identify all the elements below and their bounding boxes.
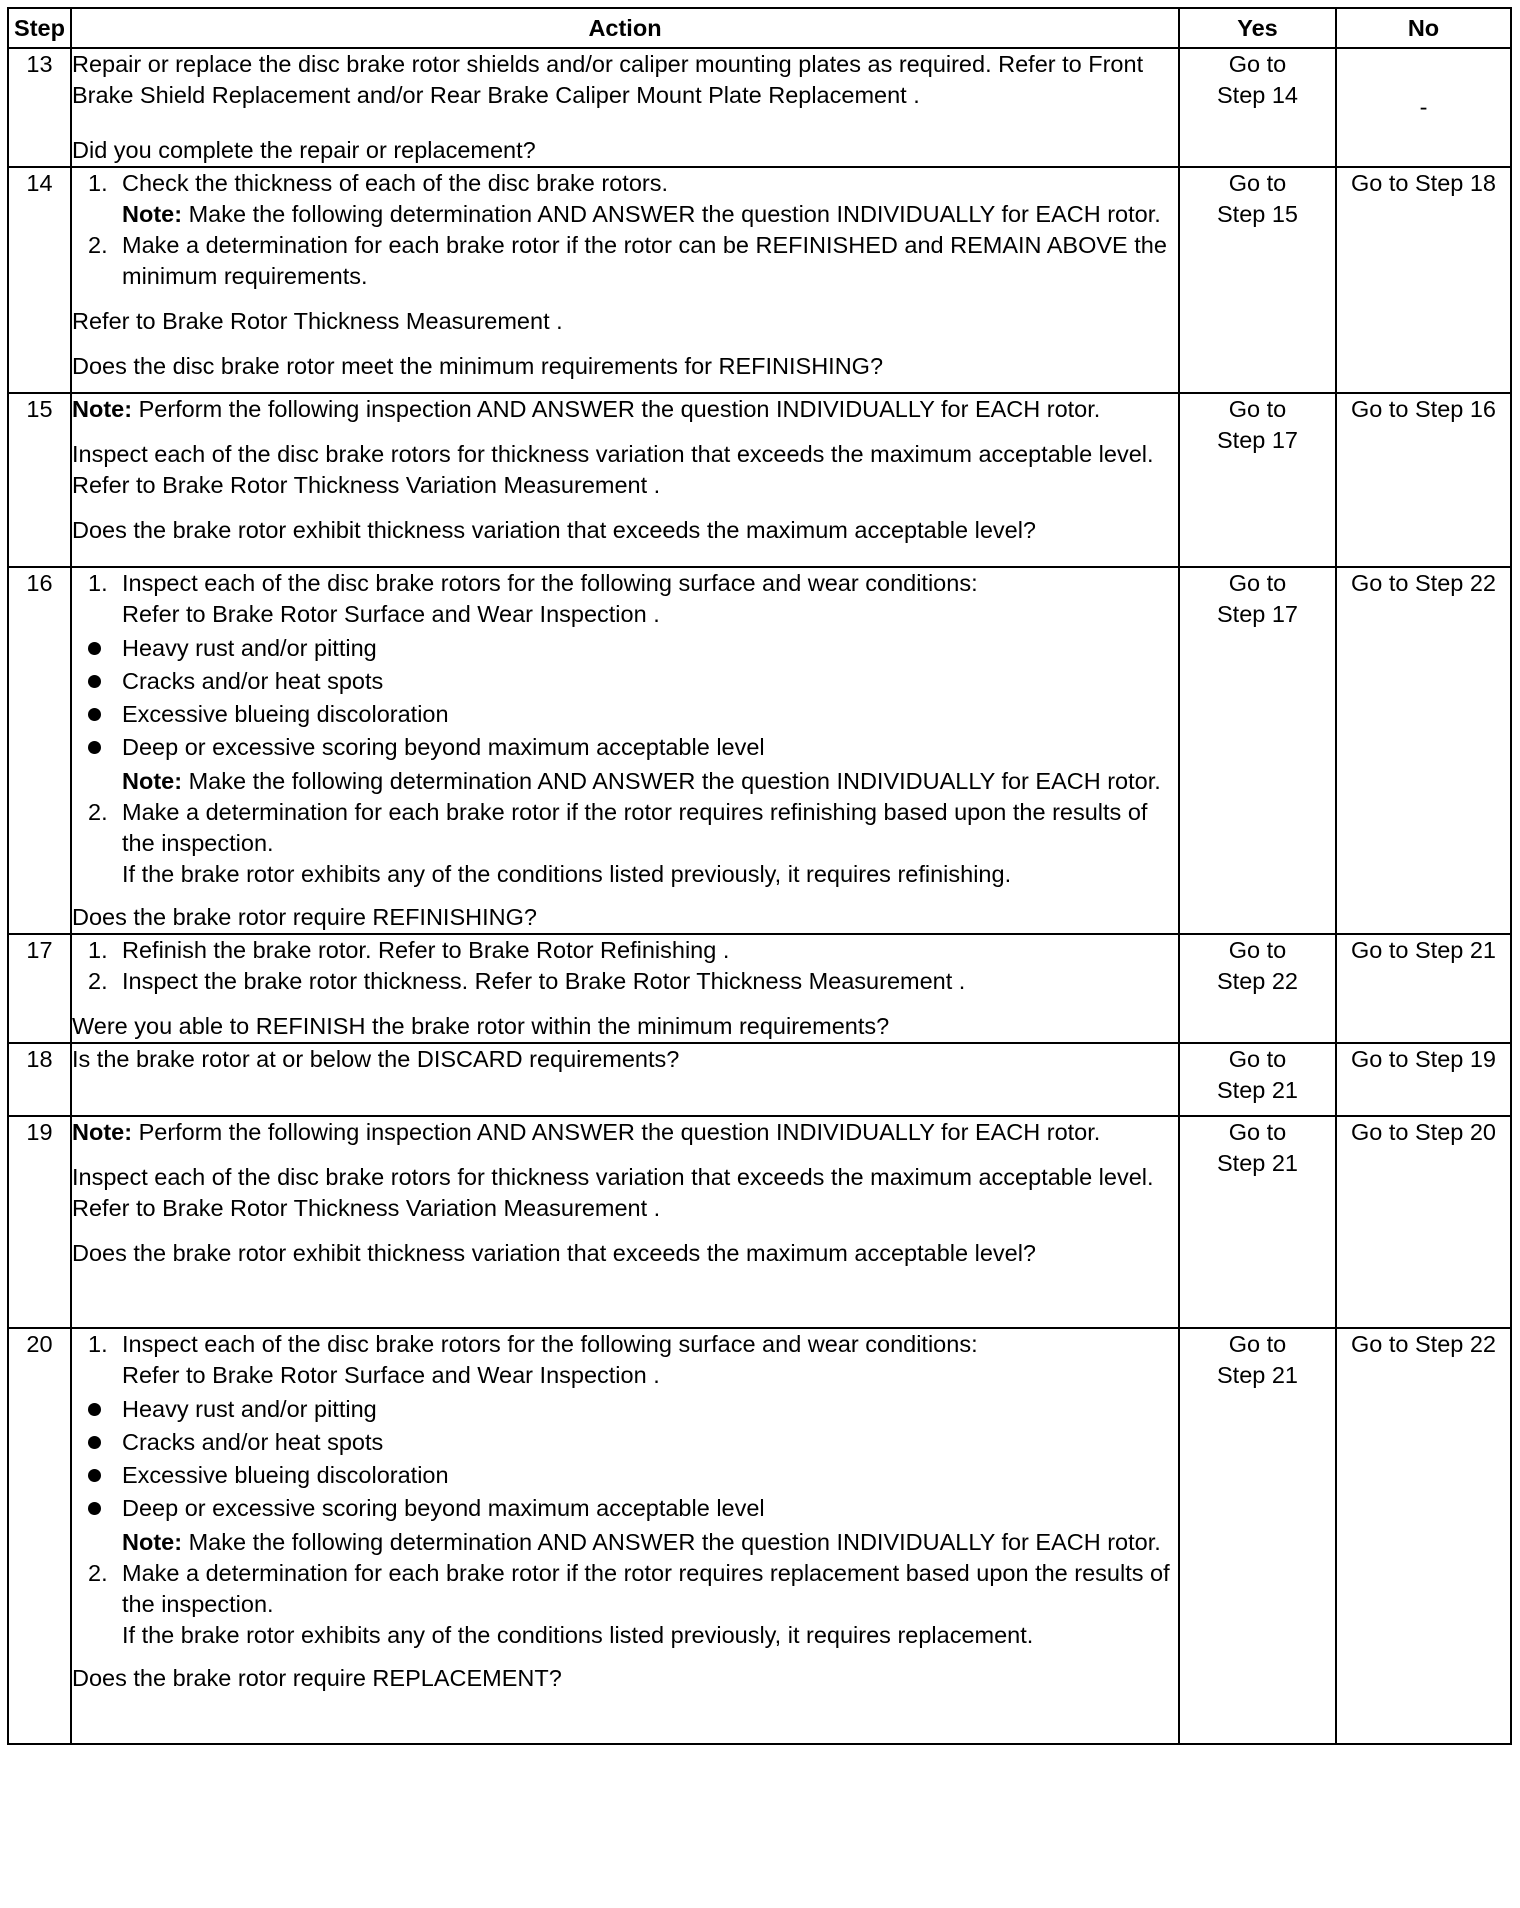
note-paragraph [72,394,1178,425]
note-label: Note: [122,768,183,794]
item-text: Make a determination for each brake rotor if the rotor requires replacement based upon the results of the inspection. [122,1560,1170,1617]
yes-step-link[interactable]: Step 21 [1216,1362,1298,1388]
question-text: Does the brake rotor require REPLACEMENT? [72,1665,562,1691]
question-text: Does the brake rotor require REFINISHING? [72,904,537,930]
bullet-icon [88,675,101,688]
bullet-icon [88,1469,101,1482]
list-item: 1. Inspect each of the disc brake rotors for the following surface and wear conditions: Refer to Brake Rotor Surface and Wear Inspection . Heavy rust and/or pitting Cracks and/or heat spots Excessive blueing discoloration Deep or excessive scoring beyond maximum acceptable level Note: Make the following determination AND ANSWER the question INDIVIDUALLY for EACH rotor. [72,568,1178,797]
yes-step-link[interactable]: Step 14 [1216,82,1298,108]
question-text: Does the brake rotor exhibit thickness variation that exceeds the maximum acceptable level? [72,517,1036,543]
question-text: Is the brake rotor at or below the DISCARD requirements? [72,1046,680,1072]
numbered-list [72,168,1178,292]
no-step-link[interactable]: Go to Step 22 [1336,567,1511,934]
yes-go-to: Go to [1228,1119,1287,1145]
note-label: Note: [72,396,133,422]
action-cell [71,567,1179,934]
item-reference: Refer to Brake Rotor Surface and Wear Inspection . [122,1362,660,1388]
yes-go-to: Go to [1228,1046,1287,1072]
yes-go-to: Go to [1228,170,1287,196]
action-cell [71,1043,1179,1116]
yes-step-link[interactable]: Step 22 [1216,968,1298,994]
item-text: Inspect each of the disc brake rotors for the following surface and wear conditions: [122,570,978,596]
yes-step-link[interactable]: Step 21 [1216,1150,1298,1176]
condition-list [72,632,1178,764]
list-item: 1. Refinish the brake rotor. Refer to Brake Rotor Refinishing . [88,937,730,963]
yes-cell [1179,48,1336,167]
table-row [8,1328,1511,1744]
table-row [8,934,1511,1043]
note-text: Make the following determination AND ANSWER the question INDIVIDUALLY for EACH rotor. [188,768,1161,794]
numbered-list [72,935,1178,997]
bullet-item: Deep or excessive scoring beyond maximum acceptable level [72,731,1178,764]
action-cell [71,167,1179,393]
bullet-icon [88,642,101,655]
action-text: Refer to Brake Rotor Thickness Measurement . [72,308,563,334]
item-text: Make a determination for each brake rotor if the rotor can be REFINISHED and REMAIN ABOVE the minimum requirements. [122,232,1167,289]
no-step-link[interactable]: Go to Step 22 [1336,1328,1511,1744]
yes-go-to: Go to [1228,937,1287,963]
note-text: Perform the following inspection AND ANSWER the question INDIVIDUALLY for EACH rotor. [138,396,1101,422]
action-cell [71,393,1179,567]
no-step-link[interactable]: Go to Step 18 [1336,167,1511,393]
yes-cell [1179,567,1336,934]
table-row [8,167,1511,393]
list-item: 1. Inspect each of the disc brake rotors for the following surface and wear conditions: Refer to Brake Rotor Surface and Wear Inspection . Heavy rust and/or pitting Cracks and/or heat spots Excessive blueing discoloration Deep or excessive scoring beyond maximum acceptable level Note: Make the following determination AND ANSWER the question INDIVIDUALLY for EACH rotor. [72,1329,1178,1558]
item-text: Check the thickness of each of the disc brake rotors. [122,170,668,196]
step-number: 19 [8,1116,71,1328]
note-text: Make the following determination AND ANSWER the question INDIVIDUALLY for EACH rotor. [188,1529,1161,1555]
note-label: Note: [122,1529,183,1555]
bullet-item: Heavy rust and/or pitting [72,1393,1178,1426]
action-text: Inspect each of the disc brake rotors for thickness variation that exceeds the maximum acceptable level. Refer to Brake Rotor Thickness Variation Measurement . [72,441,1161,498]
yes-step-link[interactable]: Step 15 [1216,201,1298,227]
list-item: 2. Inspect the brake rotor thickness. Refer to Brake Rotor Thickness Measurement . [88,968,966,994]
list-item: 2. Make a determination for each brake rotor if the rotor requires refinishing based upon the results of the inspection. If the brake rotor exhibits any of the conditions listed previously, it requires refinishing. [88,799,1148,887]
bullet-item: Heavy rust and/or pitting [72,632,1178,665]
step-number: 17 [8,934,71,1043]
step-number: 13 [8,48,71,167]
table-row [8,1116,1511,1328]
step-number: 18 [8,1043,71,1116]
step-number: 16 [8,567,71,934]
yes-go-to: Go to [1228,1331,1287,1357]
no-step-link[interactable]: Go to Step 16 [1336,393,1511,567]
question-text: Were you able to REFINISH the brake rotor within the minimum requirements? [72,1013,890,1039]
question-text: Does the disc brake rotor meet the minimum requirements for REFINISHING? [72,353,884,379]
yes-step-link[interactable]: Step 21 [1216,1077,1298,1103]
bullet-item: Deep or excessive scoring beyond maximum acceptable level [72,1492,1178,1525]
header-yes: Yes [1179,8,1336,48]
table-row [8,393,1511,567]
bullet-icon [88,1502,101,1515]
bullet-item: Excessive blueing discoloration [72,698,1178,731]
yes-cell [1179,1328,1336,1744]
no-cell: - [1336,48,1511,167]
header-row [8,8,1511,48]
action-text: Inspect each of the disc brake rotors for thickness variation that exceeds the maximum acceptable level. Refer to Brake Rotor Thickness Variation Measurement . [72,1164,1161,1221]
numbered-list [72,568,1178,890]
action-text: Repair or replace the disc brake rotor shields and/or caliper mounting plates as required. Refer to Front Brake Shield Replacement and/or Rear Brake Caliper Mount Plate Replacement . [72,51,1150,108]
note-paragraph [72,1117,1178,1148]
yes-cell [1179,934,1336,1043]
yes-cell [1179,167,1336,393]
no-step-link[interactable]: Go to Step 19 [1336,1043,1511,1116]
diagnostic-table [7,7,1512,1745]
item-text: Refinish the brake rotor. Refer to Brake Rotor Refinishing . [122,937,730,963]
bullet-icon [88,1403,101,1416]
yes-cell [1179,1043,1336,1116]
bullet-item: Cracks and/or heat spots [72,665,1178,698]
yes-cell [1179,1116,1336,1328]
condition-list [72,1393,1178,1525]
step-number: 20 [8,1328,71,1744]
list-item: 2. Make a determination for each brake rotor if the rotor requires replacement based upon the results of the inspection. If the brake rotor exhibits any of the conditions listed previously, it requires replacement. [88,1560,1170,1648]
yes-go-to: Go to [1228,570,1287,596]
note-text: Perform the following inspection AND ANSWER the question INDIVIDUALLY for EACH rotor. [138,1119,1101,1145]
question-text: Does the brake rotor exhibit thickness variation that exceeds the maximum acceptable level? [72,1240,1036,1266]
item-extra: If the brake rotor exhibits any of the conditions listed previously, it requires replacement. [122,1622,1034,1648]
bullet-icon [88,708,101,721]
yes-go-to: Go to [1228,396,1287,422]
table-row [8,567,1511,934]
note-label: Note: [72,1119,133,1145]
bullet-icon [88,741,101,754]
note-label: Note: [122,201,183,227]
no-step-link[interactable]: Go to Step 21 [1336,934,1511,1043]
item-text: Make a determination for each brake rotor if the rotor requires refinishing based upon the results of the inspection. [122,799,1148,856]
item-extra: If the brake rotor exhibits any of the conditions listed previously, it requires refinishing. [122,861,1012,887]
action-cell [71,934,1179,1043]
item-reference: Refer to Brake Rotor Surface and Wear Inspection . [122,601,660,627]
step-number: 15 [8,393,71,567]
header-action: Action [71,8,1179,48]
action-cell [71,1328,1179,1744]
step-number: 14 [8,167,71,393]
header-step: Step [8,8,71,48]
bullet-icon [88,1436,101,1449]
note-text: Make the following determination AND ANSWER the question INDIVIDUALLY for EACH rotor. [188,201,1161,227]
action-cell [71,48,1179,167]
bullet-item: Excessive blueing discoloration [72,1459,1178,1492]
bullet-item: Cracks and/or heat spots [72,1426,1178,1459]
list-item: 1. Check the thickness of each of the disc brake rotors. Note: Make the following determination AND ANSWER the question INDIVIDUALLY for EACH rotor. [88,170,1161,227]
yes-step-link[interactable]: Step 17 [1216,601,1298,627]
yes-cell [1179,393,1336,567]
no-step-link[interactable]: Go to Step 20 [1336,1116,1511,1328]
action-cell [71,1116,1179,1328]
numbered-list [72,1329,1178,1651]
yes-step-link[interactable]: Step 17 [1216,427,1298,453]
question-text: Did you complete the repair or replacement? [72,137,536,163]
item-text: Inspect the brake rotor thickness. Refer to Brake Rotor Thickness Measurement . [122,968,966,994]
yes-go-to: Go to [1228,51,1287,77]
table-row [8,1043,1511,1116]
header-no: No [1336,8,1511,48]
item-text: Inspect each of the disc brake rotors for the following surface and wear conditions: [122,1331,978,1357]
list-item: 2. Make a determination for each brake rotor if the rotor can be REFINISHED and REMAIN ABOVE the minimum requirements. [88,232,1167,289]
table-row [8,48,1511,167]
